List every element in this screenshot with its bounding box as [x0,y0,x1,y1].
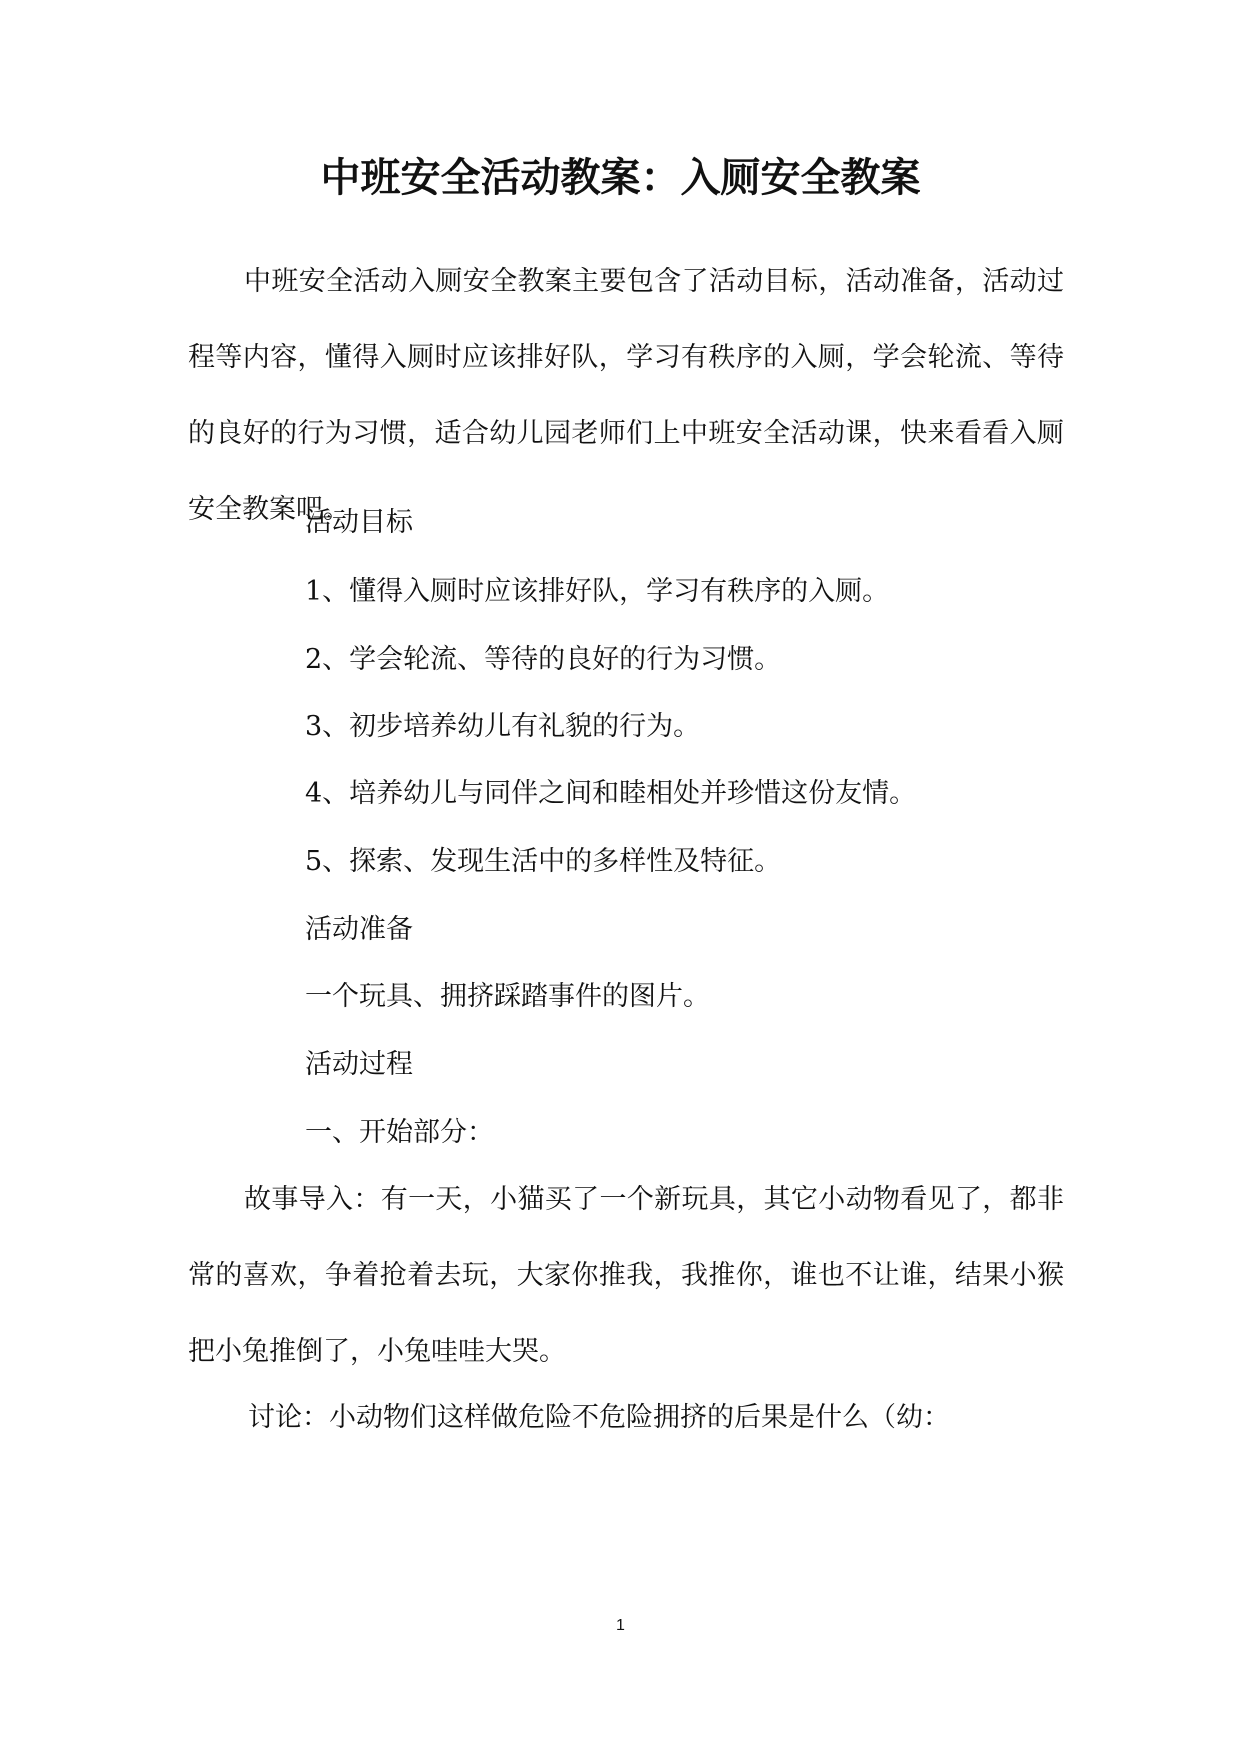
prep-text: 一个玩具、拥挤踩踏事件的图片。 [305,981,710,1012]
page-number: 1 [616,1617,625,1634]
story-paragraph: 故事导入：有一天，小猫买了一个新玩具，其它小动物看见了，都非常的喜欢，争着抢着去玩，大家你推我，我推你，谁也不让谁，结果小猴把小兔推倒了，小兔哇哇大哭。 [188,1184,1064,1367]
discussion-paragraph: 讨论：小动物们这样做危险不危险拥挤的后果是什么（幼： [248,1402,950,1433]
goal-item-2: 2、学会轮流、等待的良好的行为习惯。 [305,644,782,675]
goal-item-5: 5、探索、发现生活中的多样性及特征。 [305,846,782,877]
goal-item-4: 4、培养幼儿与同伴之间和睦相处并珍惜这份友情。 [305,778,917,809]
part1-heading: 一、开始部分： [305,1117,494,1148]
goal-item-1: 1、懂得入厕时应该排好队，学习有秩序的入厕。 [305,576,890,607]
goals-heading: 活动目标 [305,507,413,538]
process-heading: 活动过程 [305,1049,413,1080]
intro-paragraph: 中班安全活动入厕安全教案主要包含了活动目标，活动准备，活动过程等内容，懂得入厕时应该排好队，学习有秩序的入厕，学会轮流、等待的良好的行为习惯，适合幼儿园老师们上中班安全活动课，快来看看入厕安全教案吧。 [188,266,1064,525]
goal-item-3: 3、初步培养幼儿有礼貌的行为。 [305,711,701,742]
prep-heading: 活动准备 [305,914,413,945]
document-title: 中班安全活动教案：入厕安全教案 [320,154,921,201]
